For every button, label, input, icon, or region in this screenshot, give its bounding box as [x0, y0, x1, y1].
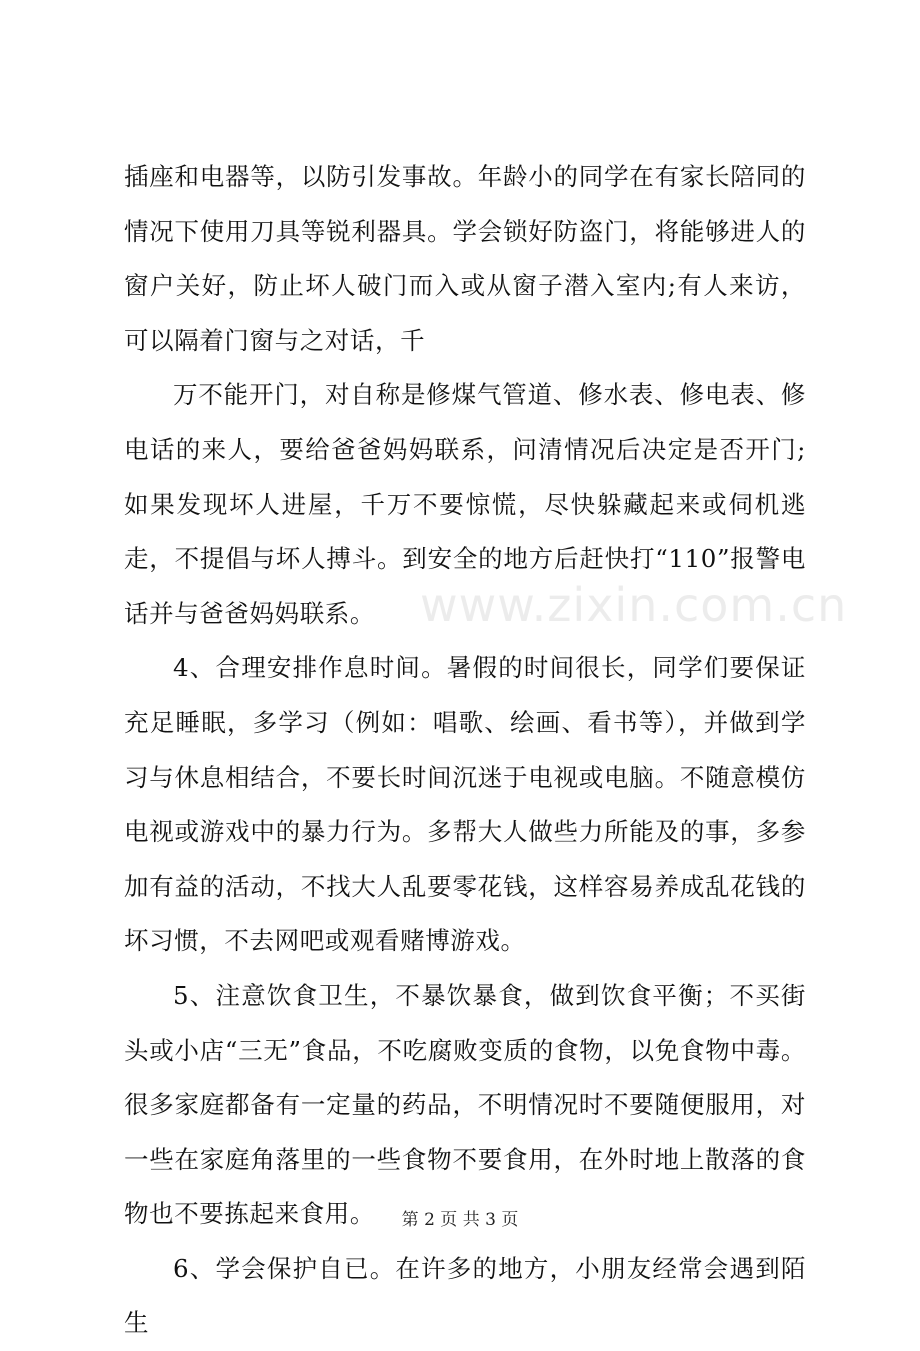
paragraph-1: 插座和电器等，以防引发事故。年龄小的同学在有家长陪同的情况下使用刀具等锐利器具。学会锁好防盗门，将能够进人的窗户关好，防止坏人破门而入或从窗子潜入室内;有人来访，可以隔着门窗与之对话，千 [124, 162, 806, 355]
page-footer: 第 2 页 共 3 页 [401, 1210, 519, 1230]
paragraph-4: 5、注意饮食卫生，不暴饮暴食，做到饮食平衡；不买街头或小店“三无”食品，不吃腐败变质的食物，以免食物中毒。很多家庭都备有一定量的药品，不明情况时不要随便服用，对一些在家庭角落里的一些食物不要食用，在外时地上散落的食物也不要拣起来食用。 [124, 980, 806, 1229]
paragraph-3: 4、合理安排作息时间。暑假的时间很长，同学们要保证充足睡眠，多学习（例如：唱歌、绘画、看书等），并做到学习与休息相结合，不要长时间沉迷于电视或电脑。不随意模仿电视或游戏中的暴力行为。多帮大人做些力所能及的事，多参加有益的活动，不找大人乱要零花钱，这样容易养成乱花钱的坏习惯，不去网吧或观看赌博游戏。 [124, 653, 806, 956]
document-body [124, 150, 806, 1351]
watermark: www.zixin.com.cn [420, 578, 848, 632]
paragraph-2: 万不能开门，对自称是修煤气管道、修水表、修电表、修电话的来人，要给爸爸妈妈联系，问清情况后决定是否开门;如果发现坏人进屋，千万不要惊慌，尽快躲藏起来或伺机逃走，不提倡与坏人搏斗。到安全的地方后赶快打“110”报警电话并与爸爸妈妈联系。 [124, 380, 806, 628]
paragraph-5: 6、学会保护自已。在许多的地方，小朋友经常会遇到陌生 [124, 1253, 806, 1338]
